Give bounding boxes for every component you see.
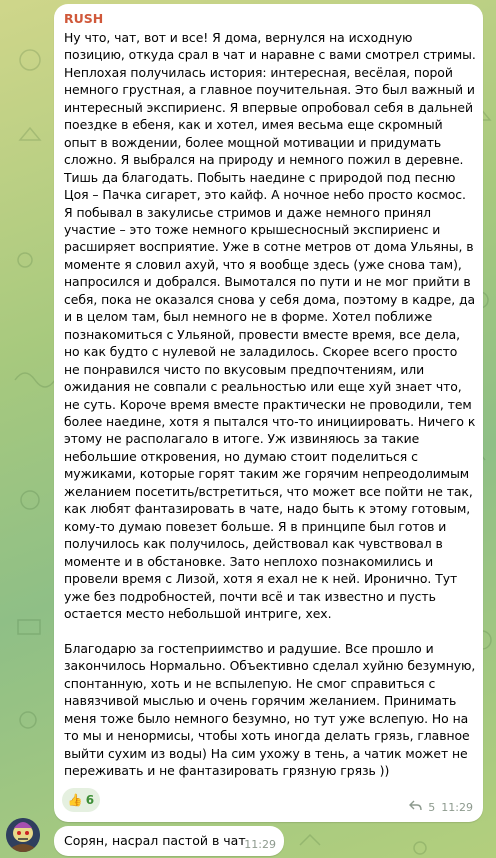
reply-arrow-icon	[409, 800, 422, 814]
message-bubble-second[interactable]	[54, 826, 284, 856]
message-time-second: 11:29	[244, 838, 276, 851]
message-meta	[409, 800, 473, 814]
message-text-second: Сорян, насрал пастой в чат	[64, 833, 246, 848]
avatar[interactable]	[6, 818, 40, 852]
thumbs-up-icon: 👍	[67, 793, 83, 807]
message-bubble[interactable]	[54, 4, 483, 822]
reply-count: 5	[428, 800, 436, 814]
sender-name[interactable]: RUSH	[64, 11, 104, 26]
message-text: Ну что, чат, вот и все! Я дома, вернулся на исходную позицию, откуда срал в чат и наравне с вами смотрел стримы. Неплохая получилась история: интересная, весёлая, порой немного грустная, а главное поучительная. Это был важный и интересный экспириенс. Я впервые опробовал себя в дальней поездке в ебеня, как и хотел, имея весьма еще скромный опыт в вождении, более мощной мотивации и придумать сложно. Я выбрался на природу и немного пожил в деревне. Тишь да благодать. Побыть наедине с природой под песню Цоя – Пачка сигарет, это кайф. А ночное небо просто космос. Я побывал в закулисье стримов и даже немного принял участие – это тоже немного крышесносный экспириенс и расширяет восприятие. Уже в сотне метров от дома Ульяны, в моменте я словил ахуй, что я вообще здесь (уже снова там), напросился и добрался. Вымотался по пути и не мог прийти в себя, пока не оказался снова у себя дома, поэтому в кадре, да и в целом там, был немного не в форме. Хотел поближе познакомиться с Ульяной, провести вместе время, все дела, но как будто с нулевой не заладилось. Скорее всего просто не понравился чисто по вкусовым предпочтениям, или ожидания не совпали с реальностью или еще хуй знает что, не суть. Короче время вместе практически не проводили, тем более наедине, хотя я пытался что-то инициировать. Ничего к этому не располагало в итоге. Уж извиняюсь за такие небольшие откровения, но думаю стоит поделиться с мужиками, которые горят таким же горячим непреодолимым желанием посетить/встретиться, что может все пойти не так, как любят фантазировать в чате, надо быть к этому готовым, кому-то думаю повезет больше. Я в принципе был готов и получилось как получилось, действовал как чувствовал в моменте и в обстановке. Зато неплохо познакомились и провели время с Лизой, хотя я ехал не к ней. Иронично. Тут уже без подробностей, почти всё и так известно и пусть остается место небольшой интриге, хех. Благодарю за гостеприимство и радушие. Все прошло и закончилось Нормально. Объективно сделал хуйню безумную, спонтанную, хоть и не вспылепую. Не смог справиться с навязчивой мыслью и очень горячим желанием. Принимать меня тоже было немного безумно, но тут уже вслепую. Но на то мы и ненормисы, чтобы хоть иногда делать грязь, главное выйти сухим из воды) На сим ухожу в тень, а чатик может не переживать и не фантазировать грязную грязь ))	[64, 30, 476, 779]
message-time: 11:29	[441, 800, 473, 814]
reaction-badge[interactable]	[62, 788, 100, 812]
reaction-count: 6	[85, 793, 95, 807]
